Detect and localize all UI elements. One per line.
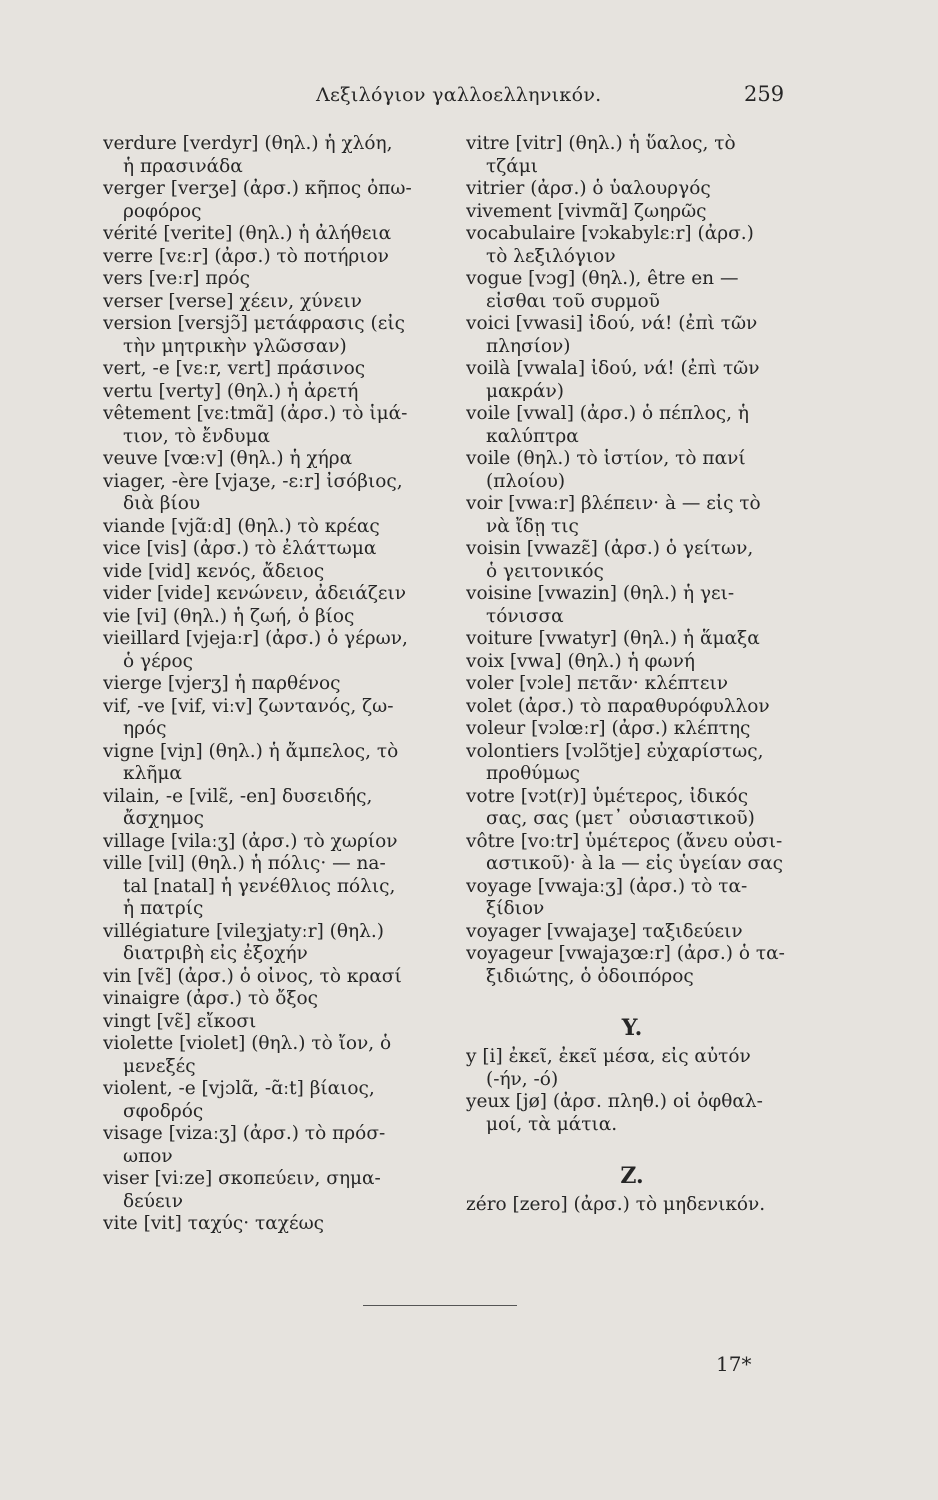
- entry-headline: vert, -e [vɛːr, vɛrt] πράσινος: [103, 358, 366, 379]
- entry-continuation: προθύμως: [486, 763, 581, 784]
- entry-headline: volet (ἀρσ.) τὸ παραθυρόφυλλον: [466, 695, 770, 717]
- dictionary-entry: [103, 538, 453, 561]
- entry-headline: verser [verse] χέειν, χύνειν: [103, 290, 362, 312]
- entry-continuation: τιον, τὸ ἔνδυμα: [123, 425, 270, 447]
- entry-headline: viande [vjɑ̃ːd] (θηλ.) τὸ κρέας: [103, 515, 380, 537]
- entry-headline: voici [vwasi] ἰδού, νά! (ἐπὶ τῶν: [466, 313, 758, 334]
- dictionary-entry: [466, 583, 798, 628]
- entry-continuation: διὰ βίου: [123, 493, 201, 514]
- entry-headline: votre [vɔt(r)] ὑμέτερος, ἰδικός: [466, 785, 749, 807]
- entry-headline: veuve [vœːv] (θηλ.) ἡ χήρα: [103, 448, 353, 469]
- entry-continuation: (πλοίου): [486, 470, 566, 492]
- dictionary-entry: [466, 741, 798, 786]
- entry-headline: vide [vid] κενός, ἄδειος: [103, 560, 325, 582]
- dictionary-entry: [466, 696, 798, 719]
- dictionary-entry: [103, 516, 453, 539]
- dictionary-entry: [103, 1213, 453, 1236]
- right-column: [466, 133, 798, 1217]
- entry-continuation: ξιδιώτης, ὁ ὁδοιπόρος: [486, 965, 694, 987]
- entry-continuation: tal [natal] ἡ γενέθλιος πόλις,: [123, 875, 396, 897]
- entry-continuation: σας, σας (μετ᾽ οὐσιαστικοῦ): [486, 808, 755, 829]
- entry-headline: verdure [verdyr] (θηλ.) ἡ χλόη,: [103, 133, 393, 154]
- dictionary-entry: [103, 831, 453, 854]
- dictionary-entry: [466, 538, 798, 583]
- entry-headline: vogue [vɔg] (θηλ.), être en —: [466, 268, 739, 289]
- entry-headline: violette [violet] (θηλ.) τὸ ἴον, ὁ: [103, 1033, 392, 1054]
- entry-headline: voleur [vɔlœːr] (ἀρσ.) κλέπτης: [466, 718, 751, 739]
- section-gap: [466, 1136, 798, 1158]
- entry-headline: vilain, -e [vilɛ̃, -en] δυσειδής,: [103, 785, 373, 807]
- entry-continuation: τόνισσα: [486, 605, 564, 627]
- dictionary-entry: [103, 133, 453, 178]
- dictionary-entry: [103, 921, 453, 966]
- entry-headline: vierge [vjerʒ] ἡ παρθένος: [103, 673, 341, 694]
- dictionary-entry: [466, 313, 798, 358]
- dictionary-entry: [103, 583, 453, 606]
- entry-continuation: μενεξές: [123, 1055, 196, 1077]
- entry-headline: vitre [vitr] (θηλ.) ἡ ὕαλος, τὸ: [466, 133, 736, 154]
- entry-continuation: μοί, τὰ μάτια.: [486, 1113, 618, 1135]
- right-column-v-entries: [466, 133, 798, 988]
- entry-headline: village [vilaːʒ] (ἀρσ.) τὸ χωρίον: [103, 830, 398, 852]
- dictionary-entry: [466, 786, 798, 831]
- dictionary-entry: [466, 493, 798, 538]
- dictionary-entry: [103, 606, 453, 629]
- dictionary-entry: [103, 1168, 453, 1213]
- entry-headline: y [i] ἐκεῖ, ἐκεῖ μέσα, εἰς αὐτόν: [466, 1046, 751, 1067]
- section-heading-z: Z.: [620, 1163, 644, 1189]
- entry-headline: villégiature [vileʒjatyːr] (θηλ.): [103, 920, 384, 942]
- entry-headline: vertu [verty] (θηλ.) ἡ ἀρετή: [103, 380, 359, 402]
- entry-continuation: σφοδρός: [123, 1100, 204, 1122]
- dictionary-entry: [103, 988, 453, 1011]
- entry-headline: vie [vi] (θηλ.) ἡ ζωή, ὁ βίος: [103, 605, 355, 627]
- left-column: [103, 133, 453, 1236]
- running-head: Λεξιλόγιον γαλλοελληνικόν.: [316, 84, 602, 106]
- entry-headline: violent, -e [vjɔlɑ̃, -ɑ̃ːt] βίαιος,: [103, 1078, 375, 1099]
- dictionary-entry: [103, 381, 453, 404]
- entry-continuation: πλησίον): [486, 335, 571, 357]
- entry-continuation: τζάμι: [486, 155, 539, 177]
- dictionary-entry: [103, 223, 453, 246]
- dictionary-entry: [466, 921, 798, 944]
- entry-continuation: νὰ ἴδῃ τις: [486, 515, 579, 537]
- dictionary-entry: [466, 876, 798, 921]
- dictionary-entry: [103, 1078, 453, 1123]
- entry-headline: voisine [vwazin] (θηλ.) ἡ γει-: [466, 583, 735, 604]
- entry-headline: vocabulaire [vɔkabylɛːr] (ἀρσ.): [466, 223, 754, 244]
- entry-headline: vitrier (ἀρσ.) ὁ ὑαλουργός: [466, 178, 711, 199]
- dictionary-entry: [103, 268, 453, 291]
- dictionary-entry: [466, 943, 798, 988]
- entry-continuation: εἶσθαι τοῦ συρμοῦ: [486, 290, 660, 312]
- dictionary-entry: [466, 178, 798, 201]
- entry-continuation: ὁ γέρος: [123, 650, 194, 672]
- dictionary-entry: [103, 1033, 453, 1078]
- entry-headline: voyage [vwajaːʒ] (ἀρσ.) τὸ τα-: [466, 875, 748, 897]
- entry-headline: vinaigre (ἀρσ.) τὸ ὄξος: [103, 988, 319, 1009]
- dictionary-entry: [103, 561, 453, 584]
- footer-rule: [363, 1305, 517, 1306]
- dictionary-entry: [466, 201, 798, 224]
- entry-headline: voyager [vwajaʒe] ταξιδεύειν: [466, 920, 743, 942]
- dictionary-entry: [466, 1046, 798, 1091]
- dictionary-entry: [103, 448, 453, 471]
- dictionary-entry: [466, 1091, 798, 1136]
- entry-headline: verre [vɛːr] (ἀρσ.) τὸ ποτήριον: [103, 245, 389, 267]
- section-z-entries: [466, 1194, 798, 1217]
- dictionary-entry: [466, 651, 798, 674]
- entry-headline: voiture [vwatyr] (θηλ.) ἡ ἅμαξα: [466, 628, 760, 649]
- entry-headline: vice [vis] (ἀρσ.) τὸ ἐλάττωμα: [103, 538, 377, 559]
- dictionary-entry: [466, 1194, 798, 1217]
- page-number: 259: [744, 82, 785, 106]
- entry-headline: voyageur [vwajaʒœːr] (ἀρσ.) ὁ τα-: [466, 943, 785, 964]
- entry-continuation: ωπον: [123, 1145, 173, 1167]
- entry-headline: vérité [verite] (θηλ.) ἡ ἀλήθεια: [103, 223, 392, 244]
- dictionary-entry: [103, 246, 453, 269]
- entry-headline: vin [vɛ̃] (ἀρσ.) ὁ οἶνος, τὸ κρασί: [103, 965, 402, 987]
- dictionary-entry: [103, 966, 453, 989]
- entry-headline: volontiers [vɔlɔ̃tje] εὐχαρίστως,: [466, 740, 764, 762]
- entry-headline: vieillard [vjejaːr] (ἀρσ.) ὁ γέρων,: [103, 628, 408, 649]
- entry-continuation: μακράν): [486, 380, 564, 402]
- dictionary-entry: [466, 268, 798, 313]
- dictionary-entry: [466, 628, 798, 651]
- dictionary-entry: [103, 403, 453, 448]
- dictionary-entry: [103, 291, 453, 314]
- entry-headline: vider [vide] κενώνειν, ἀδειάζειν: [103, 583, 407, 604]
- dictionary-entry: [103, 853, 453, 921]
- dictionary-entry: [466, 403, 798, 448]
- dictionary-entry: [103, 741, 453, 786]
- dictionary-entry: [103, 1123, 453, 1168]
- dictionary-entry: [466, 358, 798, 403]
- entry-continuation: ροφόρος: [123, 200, 202, 222]
- dictionary-entry: [466, 448, 798, 493]
- entry-headline: vite [vit] ταχύς· ταχέως: [103, 1213, 325, 1234]
- entry-headline: verger [verʒe] (ἀρσ.) κῆπος ὀπω-: [103, 178, 412, 199]
- entry-headline: zéro [zero] (ἀρσ.) τὸ μηδενικόν.: [466, 1194, 766, 1215]
- dictionary-entry: [103, 358, 453, 381]
- entry-headline: viager, -ère [vjaʒe, -ɛːr] ἰσόβιος,: [103, 470, 403, 492]
- dictionary-entry: [103, 471, 453, 516]
- dictionary-entry: [103, 313, 453, 358]
- entry-headline: voile (θηλ.) τὸ ἱστίον, τὸ πανί: [466, 448, 746, 469]
- entry-headline: vêtement [vɛːtmɑ̃] (ἀρσ.) τὸ ἱμά-: [103, 403, 408, 424]
- entry-headline: version [versjɔ̃] μετάφρασις (εἰς: [103, 313, 405, 334]
- signature-mark: 17*: [716, 1352, 752, 1376]
- entry-headline: viser [viːze] σκοπεύειν, σημα-: [103, 1168, 381, 1189]
- dictionary-entry: [466, 673, 798, 696]
- dictionary-entry: [466, 223, 798, 268]
- entry-headline: voir [vwaːr] βλέπειν· à — εἰς τὸ: [466, 493, 761, 514]
- entry-headline: voler [vɔle] πετᾶν· κλέπτειν: [466, 673, 728, 694]
- dictionary-entry: [466, 718, 798, 741]
- dictionary-entry: [103, 786, 453, 831]
- entry-headline: vif, -ve [vif, viːv] ζωντανός, ζω-: [103, 695, 394, 717]
- dictionary-entry: [103, 1011, 453, 1034]
- dictionary-entry: [103, 178, 453, 223]
- entry-continuation: αστικοῦ)· à la — εἰς ὑγείαν σας: [486, 853, 783, 874]
- entry-headline: vôtre [voːtr] ὑμέτερος (ἄνευ οὐσι-: [466, 830, 783, 852]
- entry-headline: vingt [vɛ̃] εἴκοσι: [103, 1010, 257, 1032]
- entry-continuation: κλῆμα: [123, 763, 182, 784]
- entry-headline: vers [veːr] πρός: [103, 268, 250, 289]
- entry-headline: vivement [vivmɑ̃] ζωηρῶς: [466, 200, 707, 222]
- entry-continuation: τὸ λεξιλόγιον: [486, 245, 616, 267]
- entry-continuation: ὁ γειτονικός: [486, 560, 604, 582]
- entry-continuation: ξίδιον: [486, 898, 545, 919]
- dictionary-entry: [466, 831, 798, 876]
- section-gap: [466, 988, 798, 1010]
- entry-continuation: καλύπτρα: [486, 425, 579, 447]
- entry-headline: ville [vil] (θηλ.) ἡ πόλις· — na-: [103, 853, 386, 874]
- dictionary-entry: [103, 673, 453, 696]
- entry-headline: voilà [vwala] ἰδού, νά! (ἐπὶ τῶν: [466, 358, 760, 379]
- dictionary-entry: [466, 133, 798, 178]
- dictionary-entry: [103, 628, 453, 673]
- entry-headline: voix [vwa] (θηλ.) ἡ φωνή: [466, 650, 695, 672]
- entry-headline: voile [vwal] (ἀρσ.) ὁ πέπλος, ἡ: [466, 403, 749, 424]
- entry-headline: visage [vizaːʒ] (ἀρσ.) τὸ πρόσ-: [103, 1123, 386, 1144]
- dictionary-entry: [103, 696, 453, 741]
- entry-continuation: ἡ πρασινάδα: [123, 155, 243, 177]
- entry-headline: voisin [vwazɛ̃] (ἀρσ.) ὁ γείτων,: [466, 538, 754, 559]
- section-y-entries: [466, 1046, 798, 1136]
- section-heading-y: Y.: [621, 1015, 643, 1041]
- entry-headline: vigne [viɲ] (θηλ.) ἡ ἄμπελος, τὸ: [103, 740, 399, 762]
- entry-continuation: ἡ πατρίς: [123, 898, 204, 919]
- entry-continuation: τὴν μητρικὴν γλῶσσαν): [123, 335, 347, 357]
- entry-continuation: (-ήν, -ό): [486, 1068, 559, 1090]
- entry-continuation: ηρός: [123, 718, 167, 739]
- entry-continuation: ἄσχημος: [123, 808, 204, 829]
- entry-headline: yeux [jø] (ἀρσ. πληθ.) οἱ ὀφθαλ-: [466, 1091, 763, 1112]
- entry-continuation: δεύειν: [123, 1190, 184, 1212]
- entry-continuation: διατριβὴ εἰς ἐξοχήν: [123, 943, 308, 964]
